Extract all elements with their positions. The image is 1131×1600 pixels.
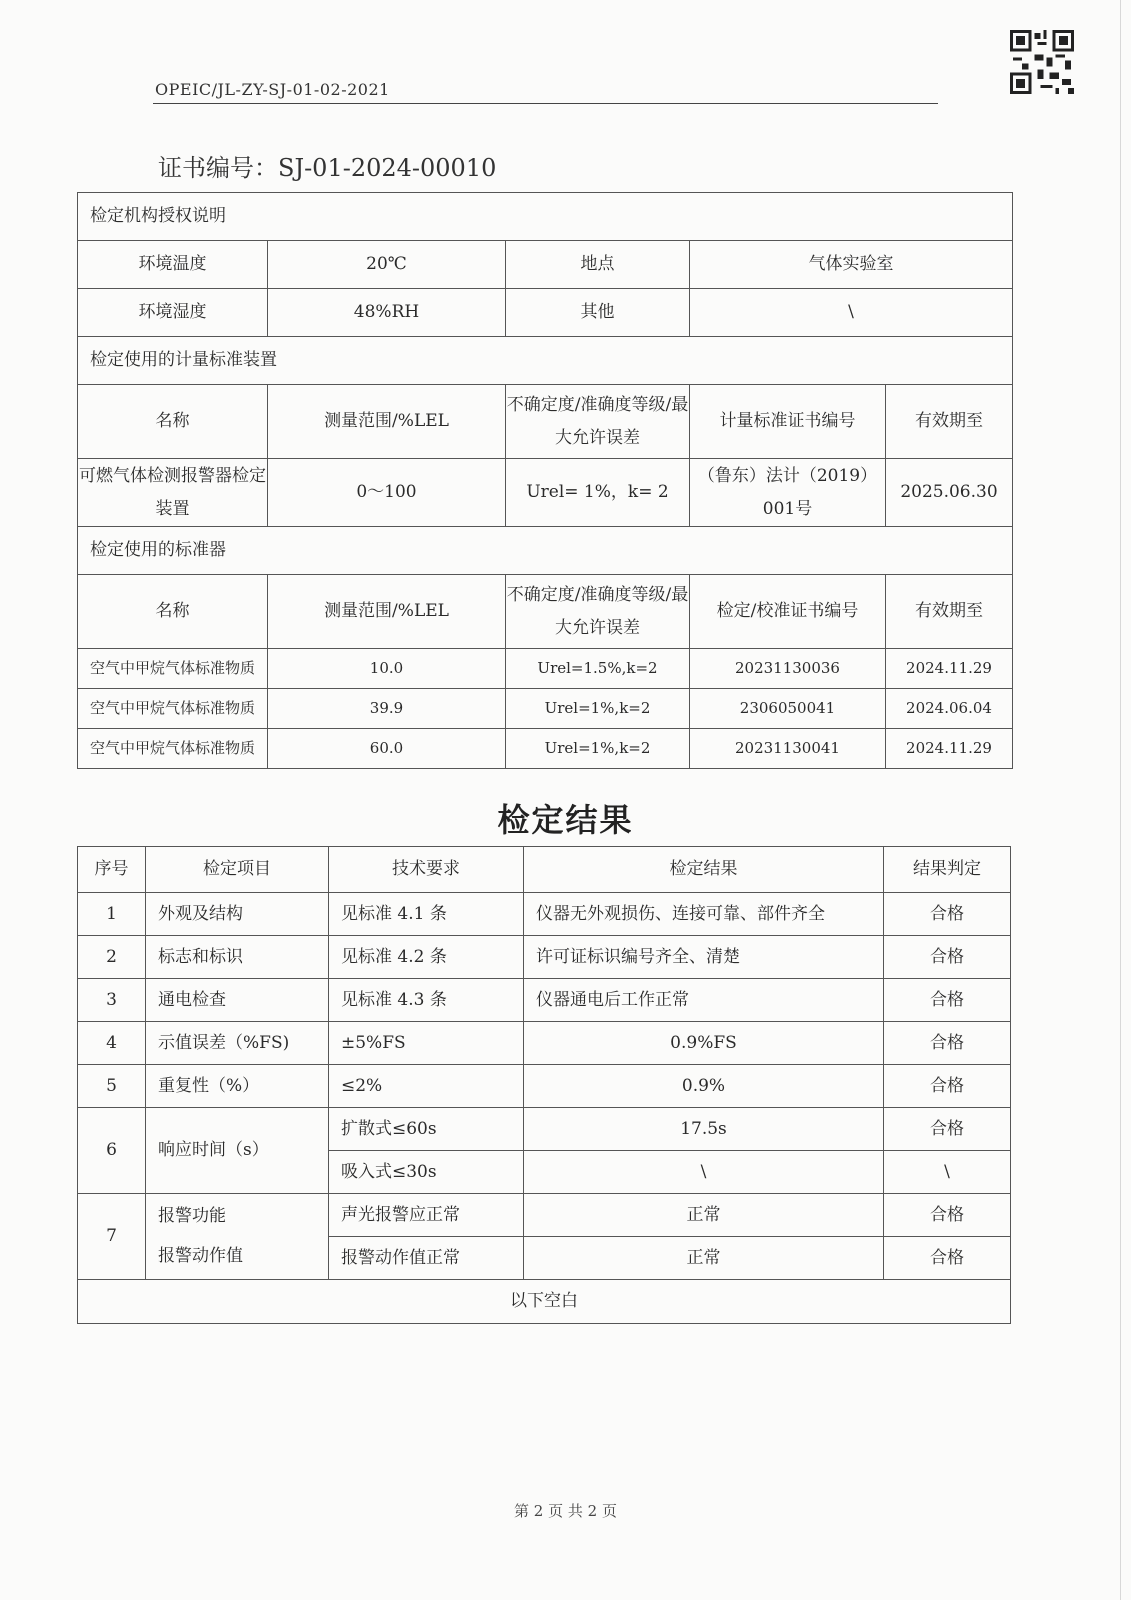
result-req: 见标准 4.3 条: [329, 979, 524, 1022]
result-no: 3: [78, 979, 146, 1022]
table-row: [78, 893, 1011, 936]
results-header-verdict: 结果判定: [884, 847, 1011, 893]
result-req: ≤2%: [329, 1065, 524, 1108]
result-req: 见标准 4.2 条: [329, 936, 524, 979]
result-item-multi: [146, 1194, 329, 1280]
result-verdict: 合格: [884, 936, 1011, 979]
table-row: [78, 649, 1013, 689]
result-verdict: 合格: [884, 1194, 1011, 1237]
material-header-cert: 检定/校准证书编号: [690, 575, 886, 649]
result-req: 报警动作值正常: [329, 1237, 524, 1280]
device-header-uncertainty: 不确定度/准确度等级/最大允许误差: [506, 385, 690, 459]
material-cert: 20231130036: [690, 649, 886, 689]
device-header-cert: 计量标准证书编号: [690, 385, 886, 459]
result-req: 声光报警应正常: [329, 1194, 524, 1237]
material-name: 空气中甲烷气体标准物质: [78, 729, 268, 769]
results-header-no: 序号: [78, 847, 146, 893]
temp-label: 环境温度: [78, 241, 268, 289]
result-no: 6: [78, 1108, 146, 1194]
certificate-number: SJ-01-2024-00010: [278, 154, 497, 182]
result-verdict: 合格: [884, 979, 1011, 1022]
qr-code-icon: [1010, 30, 1074, 94]
material-name: 空气中甲烷气体标准物质: [78, 649, 268, 689]
device-header-name: 名称: [78, 385, 268, 459]
result-req: 扩散式≤60s: [329, 1108, 524, 1151]
result-no: 4: [78, 1022, 146, 1065]
standard-materials-title: 检定使用的标准器: [78, 527, 1013, 575]
table-row: [78, 1108, 1011, 1151]
material-range: 10.0: [268, 649, 506, 689]
material-uncertainty: Urel=1%,k=2: [506, 729, 690, 769]
page-edge-divider: [1120, 0, 1121, 1600]
standard-device-title: 检定使用的计量标准装置: [78, 337, 1013, 385]
results-title: 检定结果: [497, 801, 634, 839]
material-cert: 20231130041: [690, 729, 886, 769]
material-header-range: 测量范围/%LEL: [268, 575, 506, 649]
result-verdict: \: [884, 1151, 1011, 1194]
result-verdict: 合格: [884, 1237, 1011, 1280]
result-value: 仪器通电后工作正常: [524, 979, 884, 1022]
result-value: 正常: [524, 1237, 884, 1280]
result-verdict: 合格: [884, 1108, 1011, 1151]
temp-value: 20℃: [268, 241, 506, 289]
auth-section-title: 检定机构授权说明: [78, 193, 1013, 241]
location-value: 气体实验室: [690, 241, 1013, 289]
result-no: 5: [78, 1065, 146, 1108]
result-req: ±5%FS: [329, 1022, 524, 1065]
result-value: \: [524, 1151, 884, 1194]
result-item: 报警动作值: [158, 1245, 243, 1266]
result-verdict: 合格: [884, 1022, 1011, 1065]
result-value: 仪器无外观损伤、连接可靠、部件齐全: [524, 893, 884, 936]
material-header-name: 名称: [78, 575, 268, 649]
result-item: 外观及结构: [146, 893, 329, 936]
result-item: 示值误差（%FS): [146, 1022, 329, 1065]
device-cert: （鲁东）法计（2019）001号: [690, 459, 886, 527]
table-row: [78, 979, 1011, 1022]
material-uncertainty: Urel=1.5%,k=2: [506, 649, 690, 689]
other-label: 其他: [506, 289, 690, 337]
result-verdict: 合格: [884, 893, 1011, 936]
material-valid: 2024.11.29: [886, 729, 1013, 769]
result-req: 吸入式≤30s: [329, 1151, 524, 1194]
result-value: 0.9%FS: [524, 1022, 884, 1065]
device-valid: 2025.06.30: [886, 459, 1013, 527]
results-header-req: 技术要求: [329, 847, 524, 893]
results-header-item: 检定项目: [146, 847, 329, 893]
material-header-valid: 有效期至: [886, 575, 1013, 649]
blank-below-note: 以下空白: [78, 1280, 1011, 1324]
table-row: [78, 689, 1013, 729]
table-row: [78, 1022, 1011, 1065]
material-range: 60.0: [268, 729, 506, 769]
page-number: 第 2 页 共 2 页: [514, 1502, 617, 1520]
result-item: 标志和标识: [146, 936, 329, 979]
material-valid: 2024.11.29: [886, 649, 1013, 689]
result-req: 见标准 4.1 条: [329, 893, 524, 936]
material-cert: 2306050041: [690, 689, 886, 729]
results-table: [77, 846, 1011, 1324]
header-rule: [153, 103, 938, 104]
material-name: 空气中甲烷气体标准物质: [78, 689, 268, 729]
material-uncertainty: Urel=1%,k=2: [506, 689, 690, 729]
result-no: 2: [78, 936, 146, 979]
device-header-valid: 有效期至: [886, 385, 1013, 459]
device-uncertainty: Urel= 1%，k= 2: [506, 459, 690, 527]
result-value: 正常: [524, 1194, 884, 1237]
table-row: [78, 729, 1013, 769]
certificate-number-line: [158, 148, 496, 183]
certificate-number-label: 证书编号：: [158, 154, 278, 182]
document-code: OPEIC/JL-ZY-SJ-01-02-2021: [155, 80, 390, 99]
location-label: 地点: [506, 241, 690, 289]
table-row: [78, 1065, 1011, 1108]
material-range: 39.9: [268, 689, 506, 729]
device-range: 0～100: [268, 459, 506, 527]
results-header-result: 检定结果: [524, 847, 884, 893]
verification-info-table: [77, 192, 1013, 769]
result-item: 响应时间（s）: [146, 1108, 329, 1194]
material-header-uncertainty: 不确定度/准确度等级/最大允许误差: [506, 575, 690, 649]
result-item: 报警功能: [158, 1206, 226, 1227]
material-valid: 2024.06.04: [886, 689, 1013, 729]
device-name: 可燃气体检测报警器检定装置: [78, 459, 268, 527]
result-no: 7: [78, 1194, 146, 1280]
humidity-label: 环境湿度: [78, 289, 268, 337]
result-value: 17.5s: [524, 1108, 884, 1151]
table-row: [78, 1194, 1011, 1237]
result-item: 重复性（%）: [146, 1065, 329, 1108]
result-item: 通电检查: [146, 979, 329, 1022]
result-value: 许可证标识编号齐全、清楚: [524, 936, 884, 979]
table-row: [78, 936, 1011, 979]
result-verdict: 合格: [884, 1065, 1011, 1108]
other-value: \: [690, 289, 1013, 337]
humidity-value: 48%RH: [268, 289, 506, 337]
device-header-range: 测量范围/%LEL: [268, 385, 506, 459]
result-value: 0.9%: [524, 1065, 884, 1108]
result-no: 1: [78, 893, 146, 936]
